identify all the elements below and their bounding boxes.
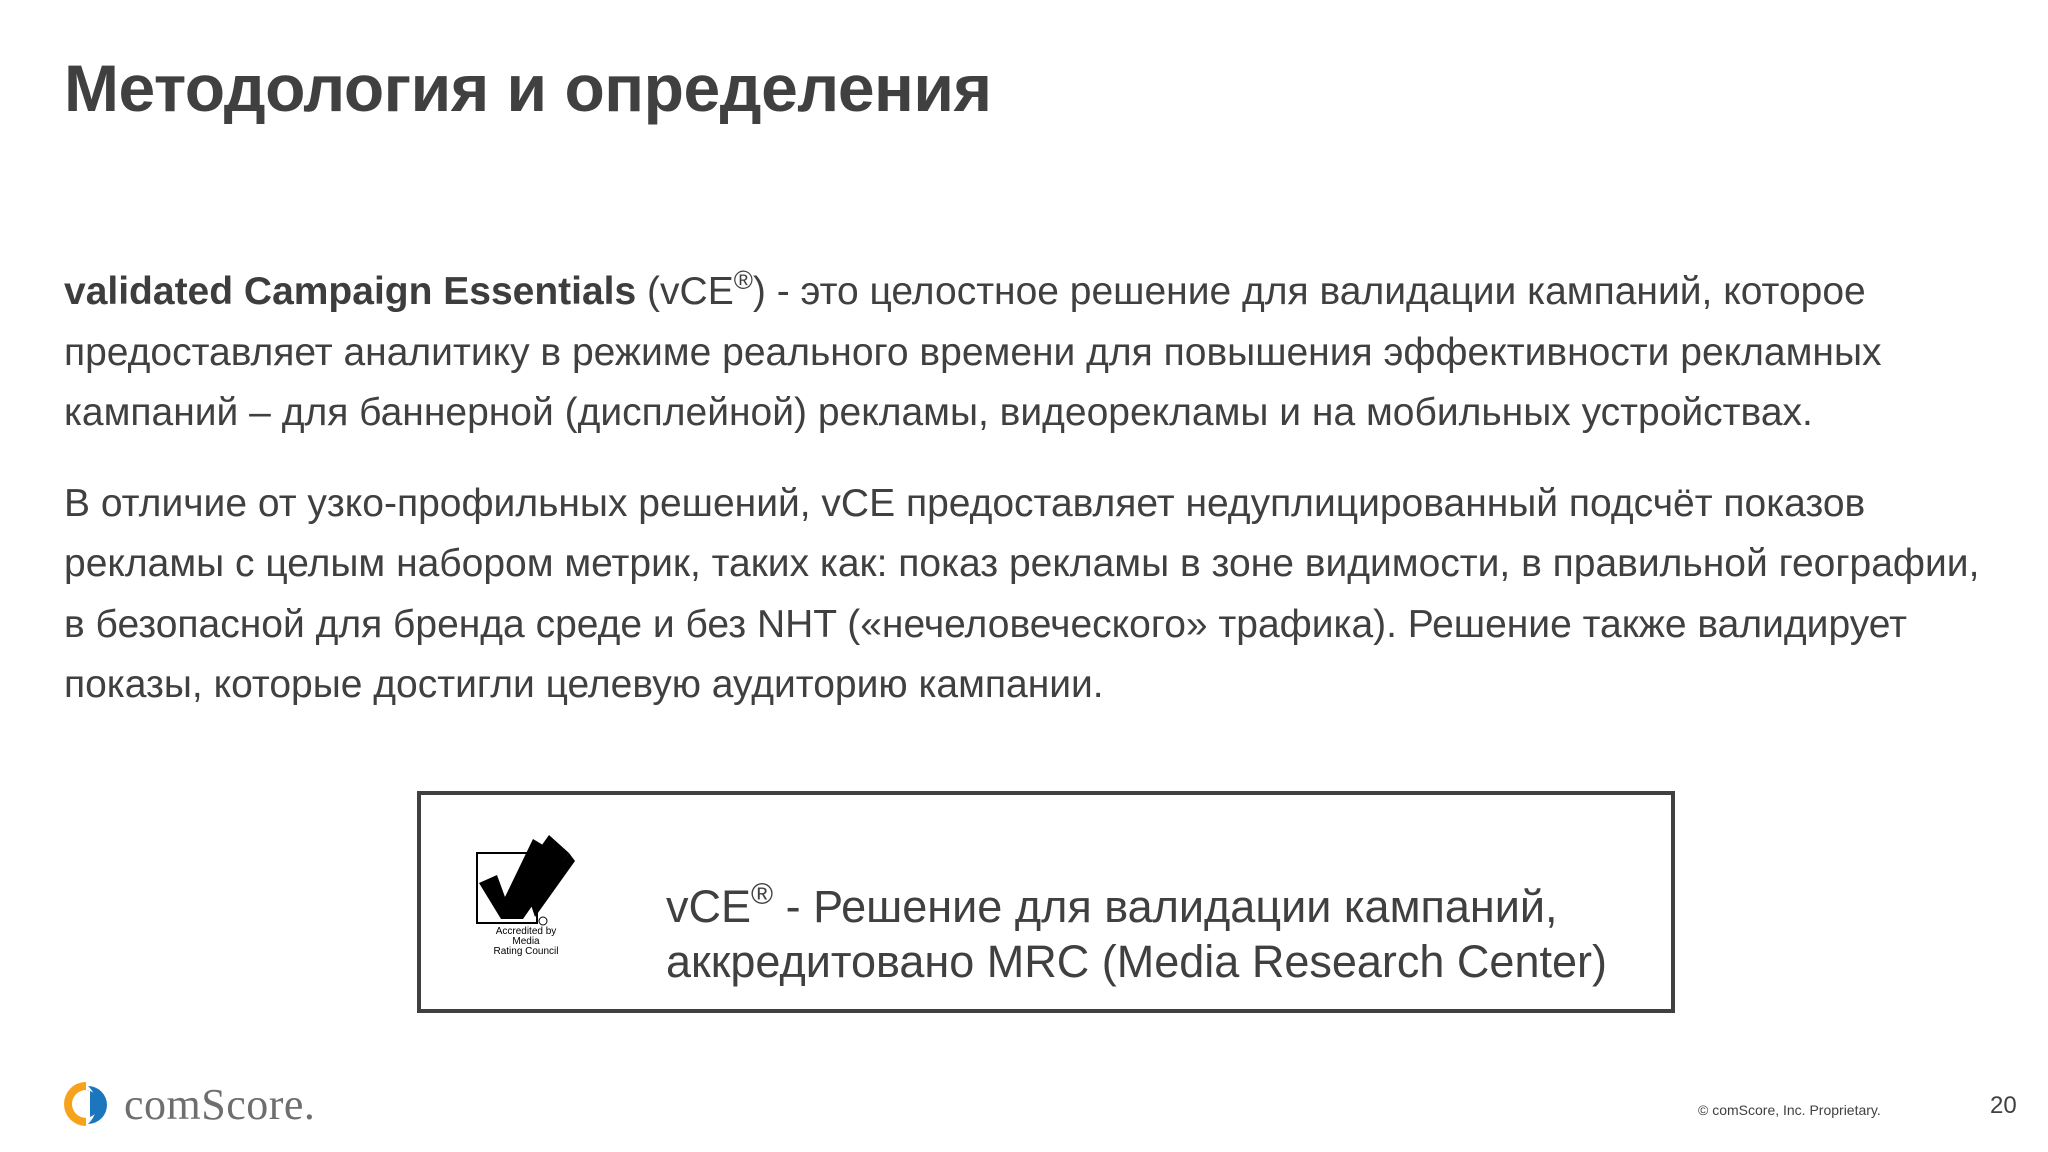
page-number: 20 — [1990, 1092, 2017, 1119]
paragraph1-rest: ) - это целостное решение для валидации кампаний, которое предоставляет аналитику в режиме реального времени для повышения эффективности рекламных кампаний – для баннерной (дисплейной) рекламы, видеорекламы и на мобильных устройствах. — [64, 270, 1882, 434]
mrc-badge — [471, 835, 591, 975]
registered-mark: ® — [751, 878, 774, 911]
callout-vce: vCE — [666, 881, 752, 932]
mrc-callout-box — [417, 791, 1675, 1013]
slide-title: Методология и определения — [64, 51, 992, 125]
paragraph1-pre-reg: (vCE — [636, 270, 734, 313]
paragraph-vce-definition — [64, 262, 2004, 444]
mrc-badge-caption — [471, 927, 581, 957]
comscore-logo — [64, 1080, 315, 1128]
mrc-checkmark-icon — [471, 835, 581, 927]
registered-mark: ® — [733, 265, 753, 295]
badge-line: Media — [512, 936, 540, 947]
callout-line-1 — [666, 879, 1607, 934]
badge-line: Accredited by — [495, 926, 557, 937]
callout-line-1-rest: - Решение для валидации кампаний, — [773, 881, 1558, 932]
copyright-note: © comScore, Inc. Proprietary. — [1698, 1102, 1881, 1118]
paragraph-vce-metrics: В отличие от узко-профильных решений, vCE предоставляет недуплицированный подсчёт показов рекламы с целым набором метрик, таких как: показ рекламы в зоне видимости, в правильной географии, в безопасной для бренда среде и без NHT («нечеловеческого» трафика). Решение также валидирует показы, которые достигли целевую аудиторию кампании. — [64, 481, 1980, 706]
product-name: validated Campaign Essentials — [64, 270, 637, 313]
body-text — [64, 262, 2004, 716]
comscore-logo-text: comScore. — [124, 1079, 316, 1129]
badge-line: Rating Council — [493, 946, 559, 957]
callout-text — [666, 879, 1607, 989]
callout-line-2: аккредитовано MRC (Media Research Center) — [666, 936, 1607, 987]
comscore-logo-icon — [64, 1080, 108, 1128]
